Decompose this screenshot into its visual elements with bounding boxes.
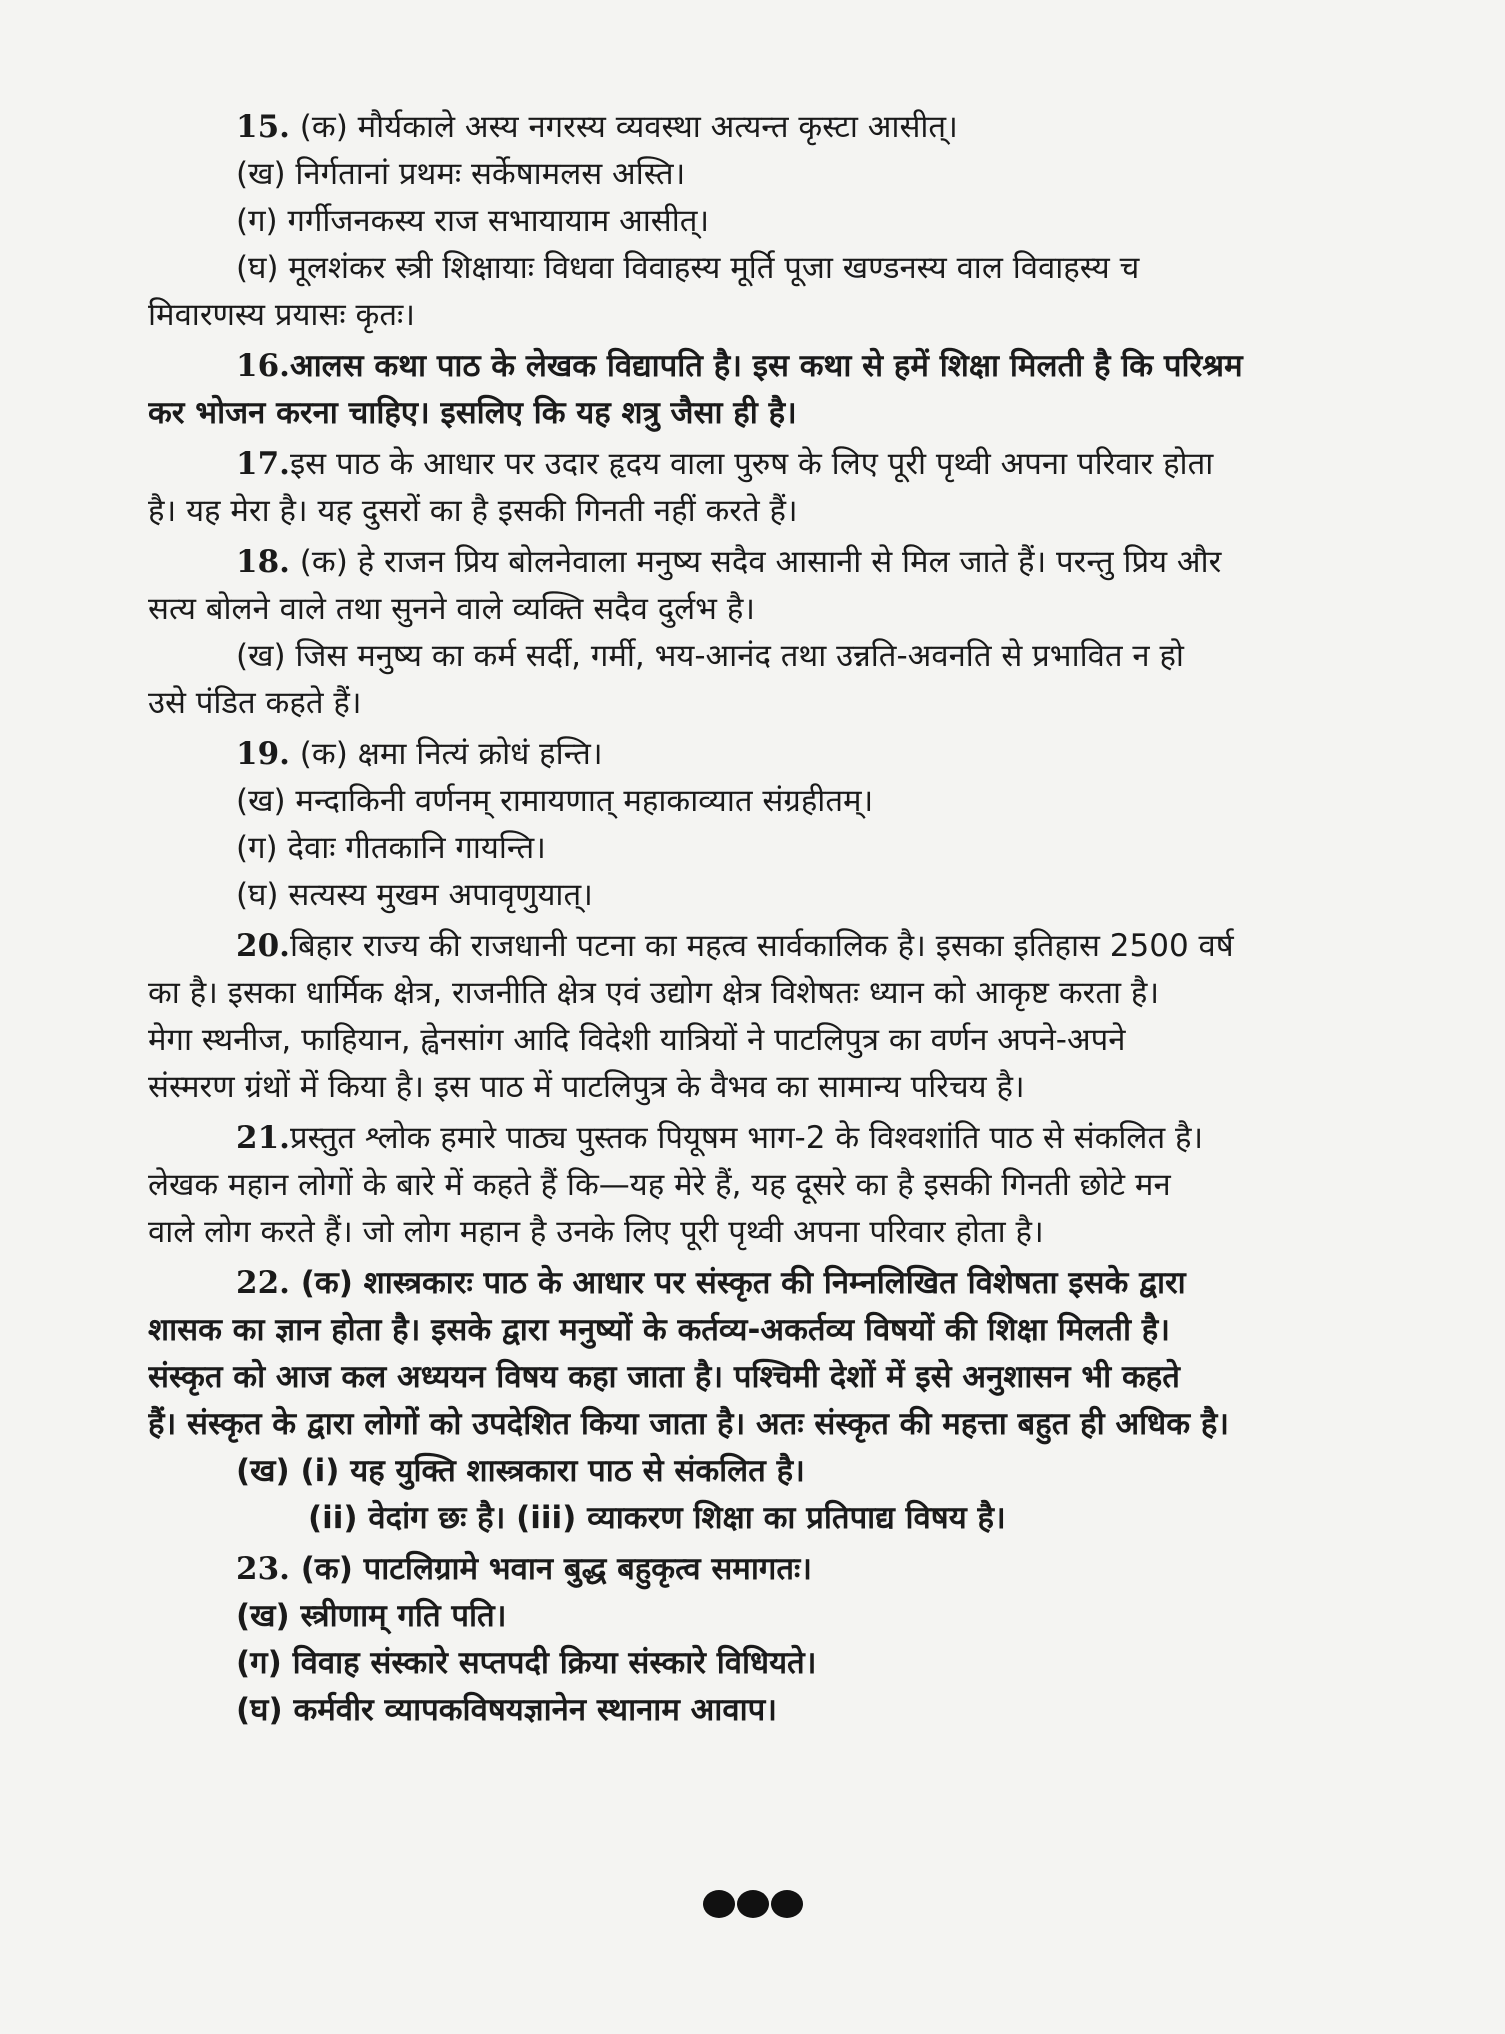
answer-23-c: (ग) विवाह संस्कारे सप्तपदी क्रिया संस्कारे विधियते।	[236, 1645, 817, 1681]
answer-19-number: 19.	[236, 736, 290, 772]
section-end-ornament	[0, 1890, 1505, 1922]
answer-19-b: (ख) मन्दाकिनी वर्णनम् रामायणात् महाकाव्यात संग्रहीतम्।	[236, 783, 874, 819]
answer-20-line1	[148, 923, 1355, 970]
answer-21-line1	[148, 1115, 1355, 1162]
answer-18-a-line1-text: (क) हे राजन प्रिय बोलनेवाला मनुष्य सदैव आसानी से मिल जाते हैं। परन्तु प्रिय और	[299, 544, 1222, 580]
answer-20-line4: संस्मरण ग्रंथों में किया है। इस पाठ में पाटलिपुत्र के वैभव का सामान्य परिचय है।	[148, 1069, 1025, 1105]
answer-23-number: 23.	[236, 1551, 290, 1587]
answer-22-a-line2: शासक का ज्ञान होता है। इसके द्वारा मनुष्यों के कर्तव्य-अकर्तव्य विषयों की शिक्षा मिलती है।	[148, 1312, 1170, 1348]
answer-15-d-line2: मिवारणस्य प्रयासः कृतः।	[148, 297, 416, 333]
answer-19-a	[148, 731, 1355, 778]
answer-17-line2: है। यह मेरा है। यह दुसरों का है इसकी गिनती नहीं करते हैं।	[148, 493, 798, 529]
answer-15-b: (ख) निर्गतानां प्रथमः सर्केषामलस अस्ति।	[236, 156, 686, 192]
answer-21-number: 21.	[236, 1120, 290, 1156]
answer-19-c: (ग) देवाः गीतकानि गायन्ति।	[236, 830, 546, 866]
answer-22-a-line4: हैं। संस्कृत के द्वारा लोगों को उपदेशित किया जाता है। अतः संस्कृत की महत्ता बहुत ही अधिक है।	[148, 1406, 1230, 1442]
answer-18-number: 18.	[236, 544, 290, 580]
answer-16-line2: कर भोजन करना चाहिए। इसलिए कि यह शत्रु जैसा ही है।	[148, 395, 797, 431]
answer-23-a-text: (क) पाटलिग्रामे भवान बुद्ध बहुकृत्व समागतः।	[300, 1551, 813, 1587]
answer-17-line1-text: इस पाठ के आधार पर उदार हृदय वाला पुरुष के लिए पूरी पृथ्वी अपना परिवार होता	[289, 446, 1214, 482]
answer-20-line3: मेगा स्थनीज, फाहियान, ह्वेनसांग आदि विदेशी यात्रियों ने पाटलिपुत्र का वर्णन अपने-अपने	[148, 1022, 1126, 1058]
answer-18-a-line2: सत्य बोलने वाले तथा सुनने वाले व्यक्ति सदैव दुर्लभ है।	[148, 591, 756, 627]
answer-23-b: (ख) स्त्रीणाम् गति पति।	[236, 1598, 507, 1634]
answer-22-a-line1	[148, 1260, 1355, 1307]
answer-17-number: 17.	[236, 446, 290, 482]
answer-22-a-line1-text: (क) शास्त्रकारः पाठ के आधार पर संस्कृत की निम्नलिखित विशेषता इसके द्वारा	[300, 1265, 1186, 1301]
answer-16-line1-text: आलस कथा पाठ के लेखक विद्यापति है। इस कथा से हमें शिक्षा मिलती है कि परिश्रम	[289, 348, 1243, 384]
answer-15-c: (ग) गर्गीजनकस्य राज सभायायाम आसीत्।	[236, 203, 710, 239]
answer-15-a	[148, 104, 1355, 151]
answer-20-line1-text: बिहार राज्य की राजधानी पटना का महत्व सार्वकालिक है। इसका इतिहास 2500 वर्ष	[289, 928, 1234, 964]
answer-19-a-text: (क) क्षमा नित्यं क्रोधं हन्ति।	[299, 736, 603, 772]
answer-19-d: (घ) सत्यस्य मुखम अपावृणुयात्।	[236, 877, 593, 913]
answer-22-number: 22.	[236, 1265, 290, 1301]
answer-20-number: 20.	[236, 928, 290, 964]
answer-21-line3: वाले लोग करते हैं। जो लोग महान है उनके लिए पूरी पृथ्वी अपना परिवार होता है।	[148, 1214, 1044, 1250]
answer-18-b-line2: उसे पंडित कहते हैं।	[148, 685, 362, 721]
answer-16-line1	[148, 343, 1355, 390]
answer-18-a-line1	[148, 539, 1355, 586]
end-dot-2	[737, 1890, 769, 1918]
end-dot-1	[703, 1890, 735, 1918]
answer-15-d-line1: (घ) मूलशंकर स्त्री शिक्षायाः विधवा विवाहस्य मूर्ति पूजा खण्डनस्य वाल विवाहस्य च	[236, 250, 1140, 286]
answer-16-number: 16.	[236, 348, 290, 384]
answer-20-line2: का है। इसका धार्मिक क्षेत्र, राजनीति क्षेत्र एवं उद्योग क्षेत्र विशेषतः ध्यान को आकृष्ट करता है।	[148, 975, 1160, 1011]
answer-21-line1-text: प्रस्तुत श्लोक हमारे पाठ्य पुस्तक पियूषम भाग-2 के विश्वशांति पाठ से संकलित है।	[289, 1120, 1204, 1156]
answer-23-a	[148, 1546, 1355, 1593]
answer-23-d: (घ) कर्मवीर व्यापकविषयज्ञानेन स्थानाम आवाप।	[236, 1692, 777, 1728]
answer-15-a-text: (क) मौर्यकाले अस्य नगरस्य व्यवस्था अत्यन्त कृस्टा आसीत्।	[299, 109, 958, 145]
answer-17-line1	[148, 441, 1355, 488]
answer-22-a-line3: संस्कृत को आज कल अध्ययन विषय कहा जाता है। पश्चिमी देशों में इसे अनुशासन भी कहते	[148, 1359, 1180, 1395]
answer-22-b-line2: (ii) वेदांग छः है। (iii) व्याकरण शिक्षा का प्रतिपाद्य विषय है।	[308, 1500, 1006, 1536]
end-dot-3	[771, 1890, 803, 1918]
answer-21-line2: लेखक महान लोगों के बारे में कहते हैं कि—यह मेरे हैं, यह दूसरे का है इसकी गिनती छोटे मन	[148, 1167, 1171, 1203]
answer-15-number: 15.	[236, 109, 290, 145]
answer-22-b-line1: (ख) (i) यह युक्ति शास्त्रकारा पाठ से संकलित है।	[236, 1453, 805, 1489]
answer-18-b-line1: (ख) जिस मनुष्य का कर्म सर्दी, गर्मी, भय-आनंद तथा उन्नति-अवनति से प्रभावित न हो	[236, 638, 1184, 674]
